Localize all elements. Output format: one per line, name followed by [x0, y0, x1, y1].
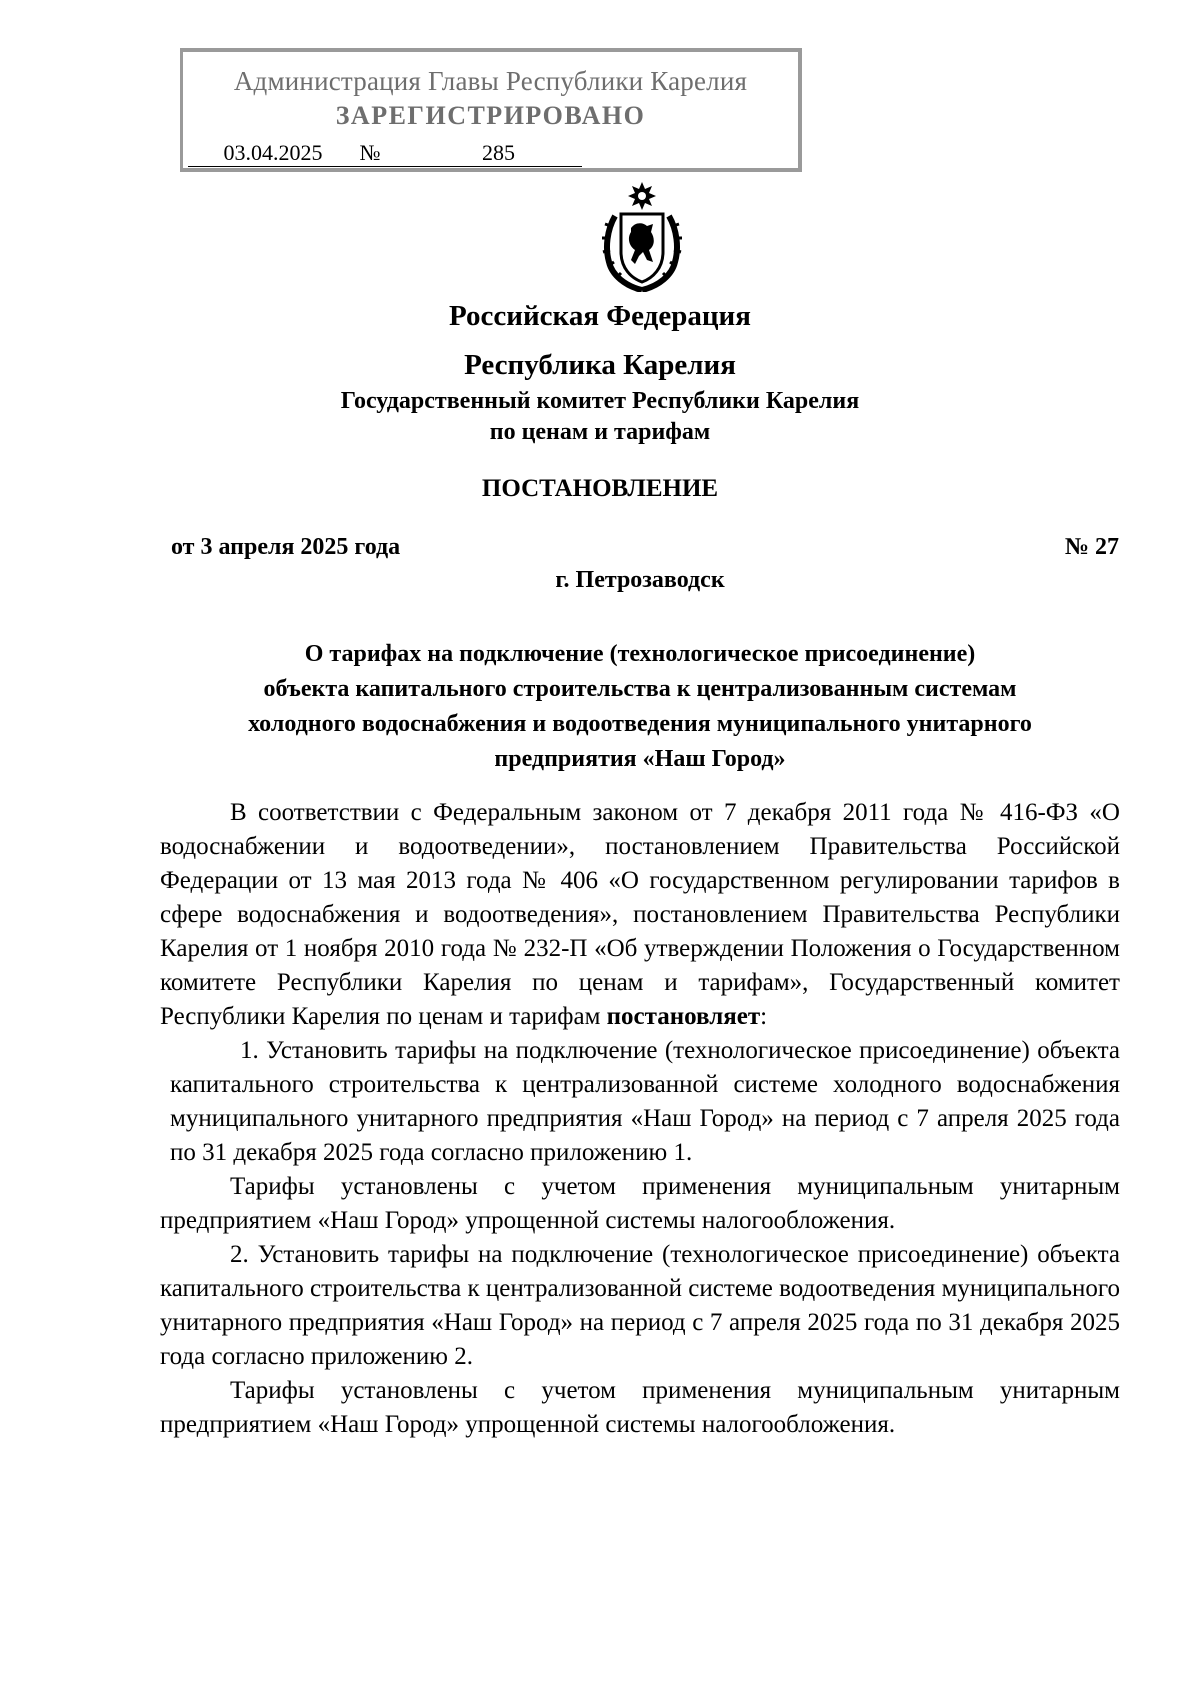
item-1-paragraph: 1. Установить тарифы на подключение (технологическое присоединение) объекта капитального строительства к централизованной системе холодного водоснабжения муниципального унитарного предприятия «Наш Город» на период с 7 апреля 2025 года по 31 декабря 2025 года согласно приложению 1. — [170, 1037, 1120, 1166]
document-body — [160, 796, 1120, 1442]
stamp-registered: ЗАРЕГИСТРИРОВАНО — [335, 101, 646, 130]
item-2-paragraph: 2. Установить тарифы на подключение (технологическое присоединение) объекта капитального строительства к централизованной системе водоотведения муниципального унитарного предприятия «Наш Город» на период с 7 апреля 2025 года по 31 декабря 2025 года согласно приложению 2. — [160, 1241, 1120, 1370]
document-date: от 3 апреля 2025 года — [171, 534, 401, 560]
registration-date: 03.04.2025 — [188, 140, 358, 167]
registration-row — [188, 140, 582, 167]
item-2-note: Тарифы установлены с учетом применения муниципальным унитарным предприятием «Наш Город» упрощенной системы налогообложения. — [160, 1377, 1120, 1438]
title-line: холодного водоснабжения и водоотведения муниципального унитарного — [248, 711, 1032, 737]
title-line: предприятия «Наш Город» — [494, 746, 786, 772]
document-title — [160, 637, 1120, 777]
resolves-keyword: постановляет — [606, 1003, 761, 1030]
country-heading: Российская Федерация — [449, 300, 751, 332]
document-number: № 27 — [1064, 534, 1119, 560]
committee-heading-line1: Государственный комитет Республики Карелия — [340, 388, 860, 414]
stamp-authority: Администрация Главы Республики Карелия — [233, 66, 748, 96]
registration-number: 285 — [382, 140, 582, 167]
registration-number-sign: № — [359, 140, 381, 165]
preamble-paragraph: В соответствии с Федеральным законом от 7 декабря 2011 года № 416-ФЗ «О водоснабжении и водоотведении», постановлением Правительства Российской Федерации от 13 мая 2013 года № 406 «О государственном регулировании тарифов в сфере водоснабжения и водоотведения», постановлением Правительства Республики Карелия от 1 ноября 2010 года № 232-П «Об утверждении Положения о Государственном комитете Республики Карелия по ценам и тарифам», Государственный комитет Республики Карелия по ценам и тарифам постановляет: — [160, 799, 1120, 1030]
item-1-note: Тарифы установлены с учетом применения муниципальным унитарным предприятием «Наш Город» упрощенной системы налогообложения. — [160, 1173, 1120, 1234]
karelia-coat-of-arms-icon — [601, 180, 683, 292]
document-type: ПОСТАНОВЛЕНИЕ — [481, 475, 719, 502]
document-city: г. Петрозаводск — [555, 567, 725, 593]
republic-heading: Республика Карелия — [464, 349, 736, 381]
title-line: О тарифах на подключение (технологическое присоединение) — [304, 641, 976, 667]
committee-heading-line2: по ценам и тарифам — [489, 419, 711, 445]
title-line: объекта капитального строительства к централизованным системам — [263, 676, 1017, 702]
